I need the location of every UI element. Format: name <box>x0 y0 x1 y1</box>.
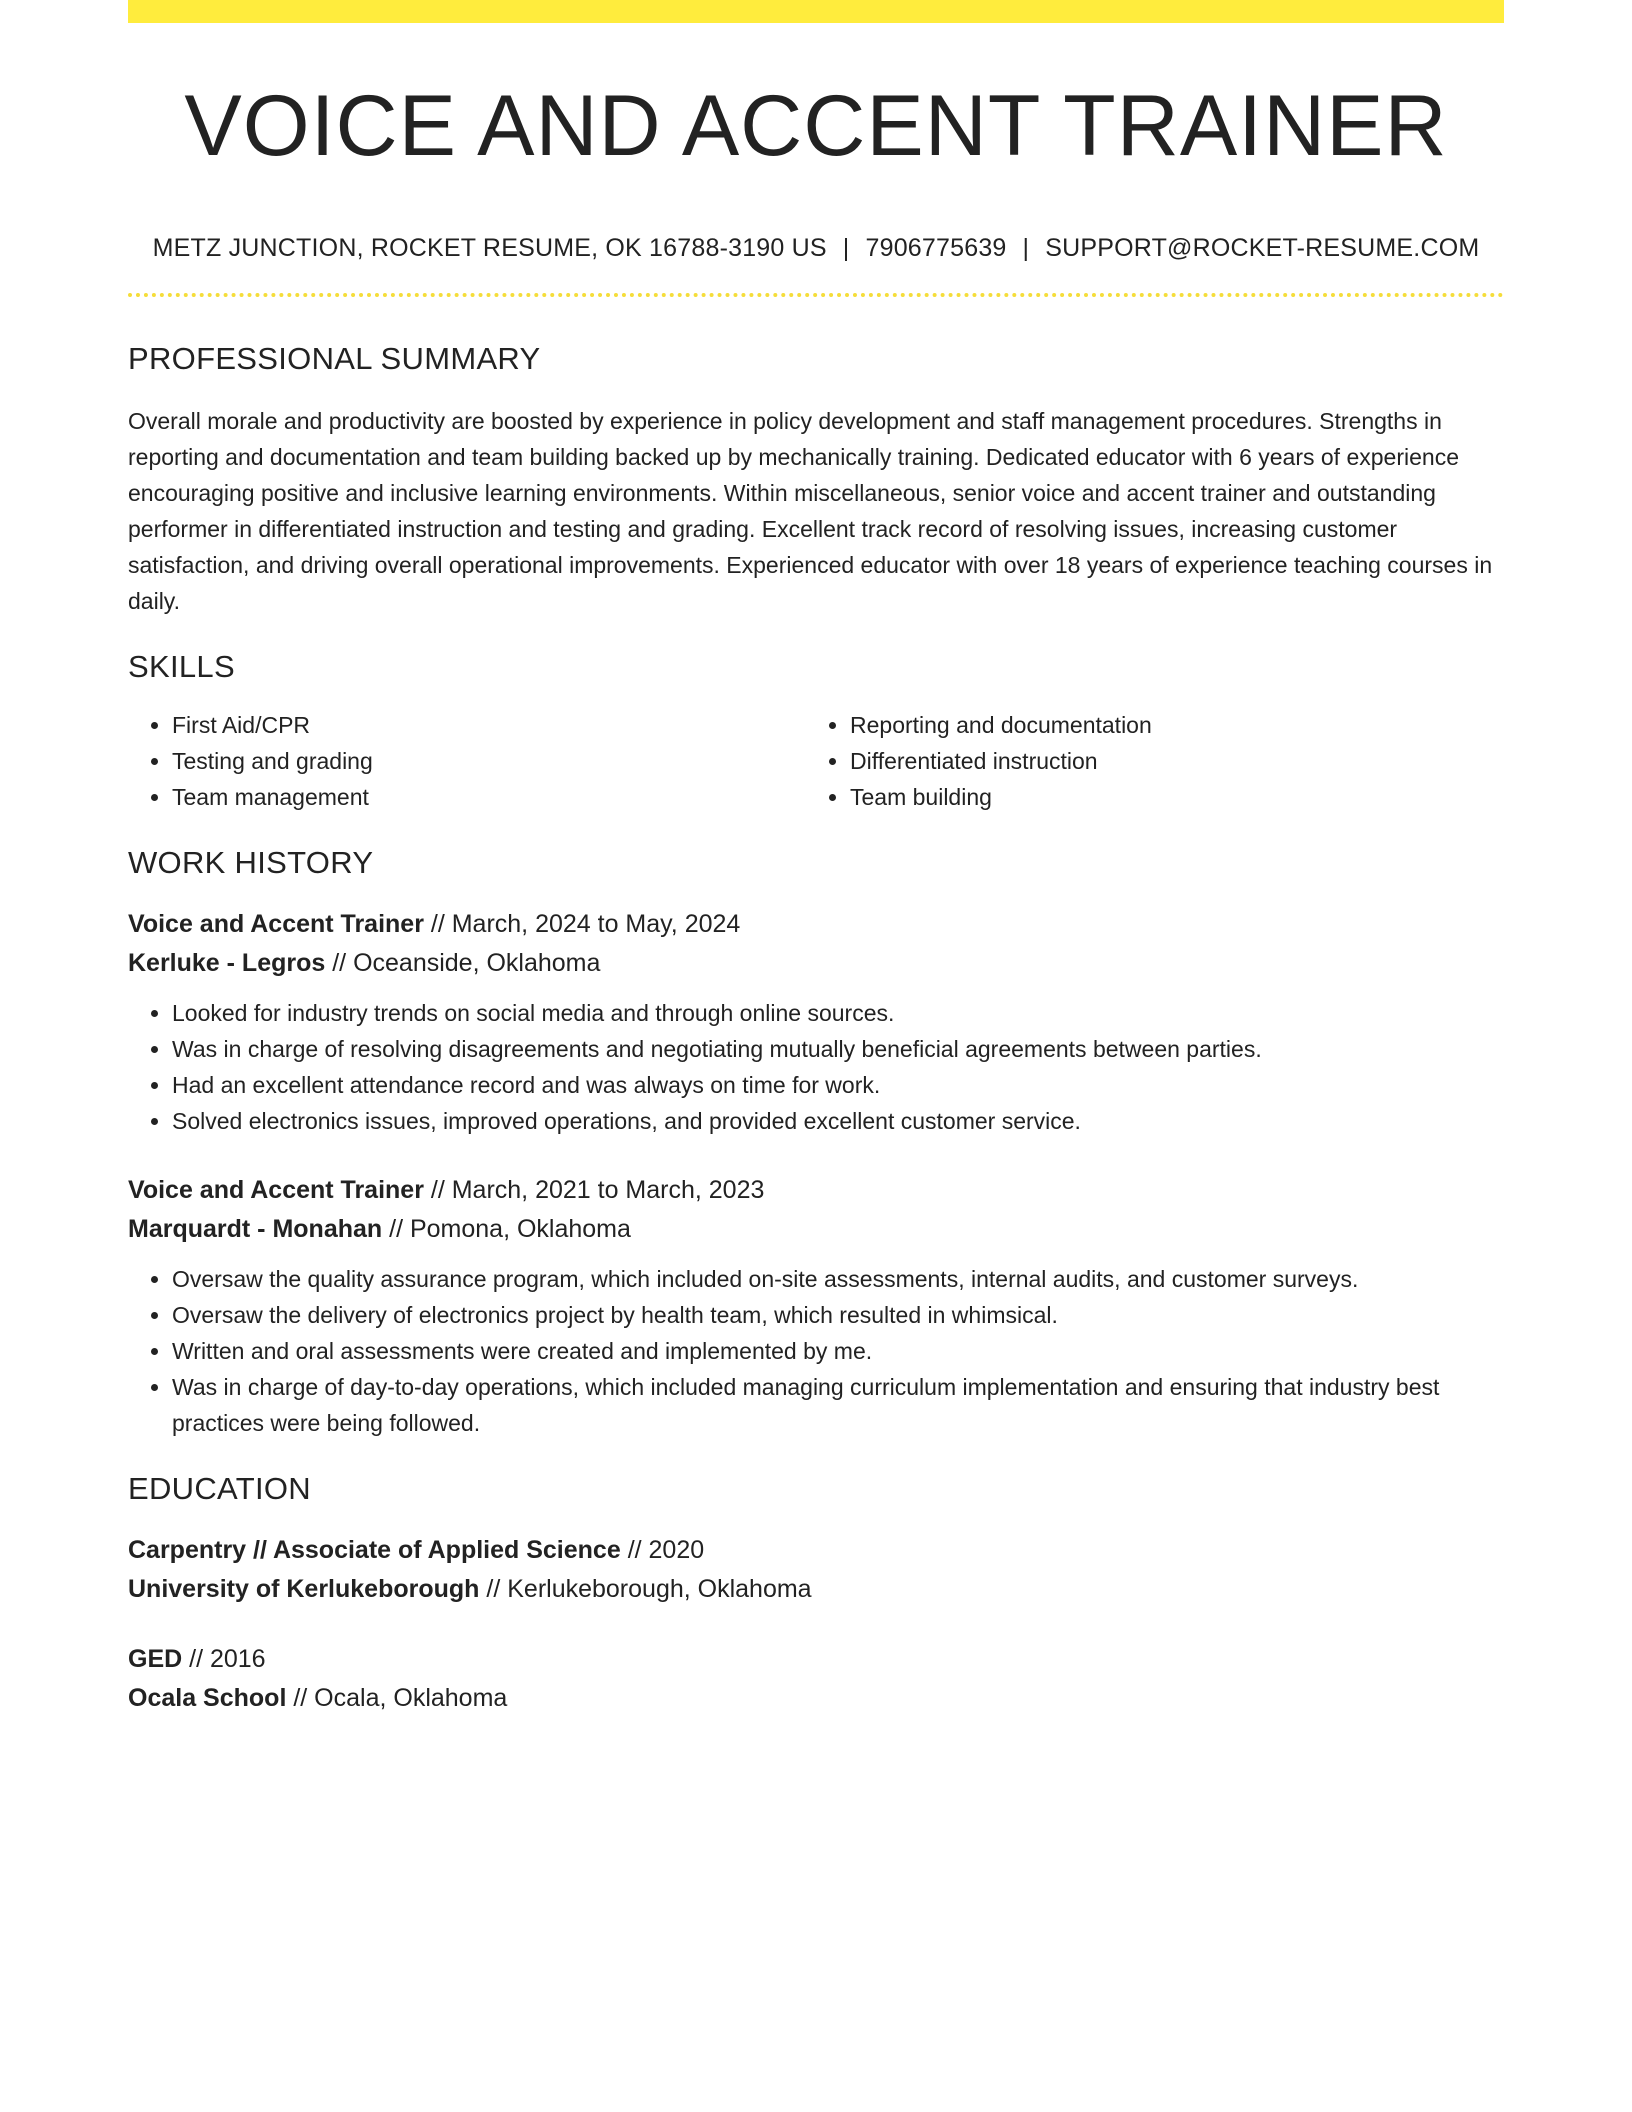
job-entry <box>128 905 1504 1139</box>
skill-item: • Testing and grading <box>172 743 806 779</box>
job-bullet: • Was in charge of day-to-day operations, which included managing curriculum implementation and ensuring that industry best practices were being followed. <box>172 1369 1504 1441</box>
job-bullet: • Was in charge of resolving disagreements and negotiating mutually beneficial agreements between parties. <box>172 1031 1504 1067</box>
skill-item: • Team building <box>850 779 1484 815</box>
job-company: Marquardt - Monahan <box>128 1215 383 1243</box>
education-year: // 2020 <box>620 1536 705 1564</box>
education-school-line <box>128 1679 1504 1718</box>
job-title-line <box>128 1171 1504 1210</box>
job-bullet: • Looked for industry trends on social media and through online sources. <box>172 995 1504 1031</box>
skill-item: • First Aid/CPR <box>172 707 806 743</box>
accent-bar <box>128 0 1504 23</box>
job-bullet: • Oversaw the quality assurance program, which included on-site assessments, internal audits, and customer surveys. <box>172 1261 1504 1297</box>
education-degree-line <box>128 1640 1504 1679</box>
skills-heading: SKILLS <box>128 649 235 684</box>
job-company-line <box>128 1210 1504 1249</box>
skill-item: • Team management <box>172 779 806 815</box>
education-degree-line <box>128 1531 1504 1570</box>
education-degree: GED <box>128 1645 183 1673</box>
job-bullet: • Had an excellent attendance record and was always on time for work. <box>172 1067 1504 1103</box>
contact-separator: | <box>842 234 850 262</box>
job-bullets <box>128 995 1504 1139</box>
job-position: Voice and Accent Trainer <box>128 910 424 938</box>
job-entry <box>128 1171 1504 1441</box>
contact-separator: | <box>1022 234 1030 262</box>
job-bullets <box>128 1261 1504 1441</box>
skill-item: • Reporting and documentation <box>850 707 1484 743</box>
education-degree: Carpentry // Associate of Applied Science <box>128 1536 621 1564</box>
job-bullet: • Oversaw the delivery of electronics project by health team, which resulted in whimsical. <box>172 1297 1504 1333</box>
summary-text: Overall morale and productivity are boosted by experience in policy development and staff management procedures. Strengths in reporting and documentation and team building backed up by mechanically training. Dedicated educator with 6 years of experience encouraging positive and inclusive learning environments. Within miscellaneous, senior voice and accent trainer and outstanding performer in differentiated instruction and testing and grading. Excellent track record of resolving issues, increasing customer satisfaction, and driving overall operational improvements. Experienced educator with over 18 years of experience teaching courses in daily. <box>128 408 1493 614</box>
job-company-line <box>128 944 1504 983</box>
job-company: Kerluke - Legros <box>128 949 326 977</box>
skills-column-right <box>806 707 1484 815</box>
skills-column-left <box>128 707 806 815</box>
job-title-line <box>128 905 1504 944</box>
job-bullet: • Written and oral assessments were created and implemented by me. <box>172 1333 1504 1369</box>
job-dates: // March, 2024 to May, 2024 <box>423 910 741 938</box>
contact-phone: 7906775639 <box>865 234 1007 262</box>
skill-item: • Differentiated instruction <box>850 743 1484 779</box>
job-position: Voice and Accent Trainer <box>128 1176 424 1204</box>
education-entry <box>128 1640 1504 1718</box>
education-location: // Ocala, Oklahoma <box>286 1684 508 1712</box>
job-bullet: • Solved electronics issues, improved operations, and provided excellent customer service. <box>172 1103 1504 1139</box>
resume-title: VOICE AND ACCENT TRAINER <box>184 78 1448 174</box>
education-school: University of Kerlukeborough <box>128 1575 480 1603</box>
education-school: Ocala School <box>128 1684 287 1712</box>
education-year: // 2016 <box>182 1645 266 1673</box>
resume-page <box>128 0 1504 1718</box>
education-location: // Kerlukeborough, Oklahoma <box>479 1575 812 1603</box>
education-heading: EDUCATION <box>128 1471 311 1506</box>
job-location: // Pomona, Oklahoma <box>382 1215 631 1243</box>
job-location: // Oceanside, Oklahoma <box>325 949 601 977</box>
work-history-heading: WORK HISTORY <box>128 845 374 880</box>
education-school-line <box>128 1570 1504 1609</box>
summary-heading: PROFESSIONAL SUMMARY <box>128 341 541 376</box>
dotted-divider <box>128 293 1504 297</box>
contact-address: METZ JUNCTION, ROCKET RESUME, OK 16788-3190 US <box>152 234 827 262</box>
contact-email: SUPPORT@ROCKET-RESUME.COM <box>1045 234 1480 262</box>
skills-list <box>128 707 1504 815</box>
contact-line <box>128 234 1504 263</box>
job-dates: // March, 2021 to March, 2023 <box>423 1176 765 1204</box>
education-entry <box>128 1531 1504 1609</box>
